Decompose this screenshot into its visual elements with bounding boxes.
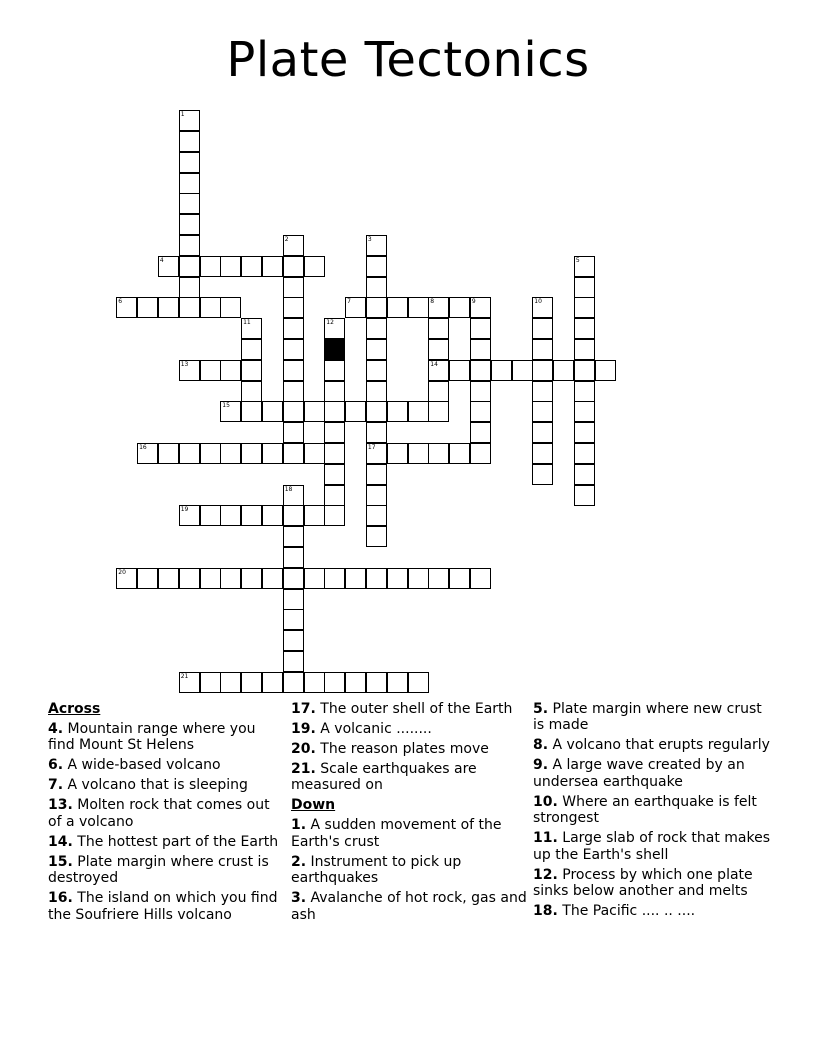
clue-item-text: A volcano that erupts regularly bbox=[548, 737, 770, 754]
clue-item-number: 6. bbox=[48, 757, 64, 774]
clue-number: 9 bbox=[471, 298, 476, 306]
clue-item-number: 12. bbox=[533, 866, 558, 883]
clue-heading-across: Across bbox=[48, 701, 101, 717]
clue-item-number: 7. bbox=[48, 777, 64, 794]
grid-cell[interactable] bbox=[304, 505, 325, 526]
grid-cell[interactable] bbox=[366, 318, 387, 339]
grid-cell[interactable] bbox=[179, 568, 200, 589]
grid-cell[interactable] bbox=[283, 381, 304, 402]
grid-cell[interactable] bbox=[262, 568, 283, 589]
clue-item bbox=[291, 701, 529, 717]
grid-cell[interactable] bbox=[241, 443, 262, 464]
grid-cell[interactable] bbox=[428, 297, 449, 318]
grid-cell[interactable] bbox=[283, 277, 304, 298]
clue-item bbox=[291, 890, 529, 923]
clue-item-number: 8. bbox=[533, 737, 549, 754]
grid-cell[interactable] bbox=[283, 422, 304, 443]
clue-item-text: The outer shell of the Earth bbox=[315, 701, 513, 717]
grid-cell[interactable] bbox=[345, 672, 366, 693]
grid-cell[interactable] bbox=[532, 464, 553, 485]
clue-number: 6 bbox=[118, 298, 123, 306]
grid-cell[interactable] bbox=[241, 318, 262, 339]
grid-cell[interactable] bbox=[428, 401, 449, 422]
grid-cell[interactable] bbox=[220, 297, 241, 318]
grid-cell[interactable] bbox=[283, 547, 304, 568]
grid-cell[interactable] bbox=[345, 401, 366, 422]
clue-item-text: Molten rock that comes out of a volcano bbox=[48, 797, 270, 830]
clue-item-number: 21. bbox=[291, 761, 316, 777]
grid-cell[interactable] bbox=[304, 568, 325, 589]
clue-item-number: 13. bbox=[48, 797, 73, 814]
clue-item-number: 14. bbox=[48, 833, 73, 850]
grid-cell[interactable] bbox=[449, 443, 470, 464]
grid-cell[interactable] bbox=[512, 360, 533, 381]
grid-cell[interactable] bbox=[324, 485, 345, 506]
grid-cell[interactable] bbox=[179, 443, 200, 464]
grid-cell[interactable] bbox=[532, 401, 553, 422]
clue-item bbox=[533, 903, 771, 919]
clue-column-2 bbox=[291, 701, 529, 927]
grid-cell[interactable] bbox=[366, 672, 387, 693]
clue-number: 19 bbox=[180, 506, 189, 514]
grid-cell[interactable] bbox=[387, 297, 408, 318]
clue-item bbox=[48, 757, 286, 773]
grid-cell[interactable] bbox=[283, 235, 304, 256]
clue-column-1 bbox=[48, 701, 286, 927]
grid-cell[interactable] bbox=[283, 568, 304, 589]
grid-cell[interactable] bbox=[428, 360, 449, 381]
clue-number: 5 bbox=[575, 256, 580, 264]
clue-item-text: Scale earthquakes are measured on bbox=[291, 761, 477, 794]
grid-cell[interactable] bbox=[283, 589, 304, 610]
clue-item-text: A wide-based volcano bbox=[63, 757, 221, 774]
grid-cell[interactable] bbox=[532, 381, 553, 402]
grid-cell[interactable] bbox=[241, 568, 262, 589]
grid-cell[interactable] bbox=[324, 422, 345, 443]
grid-cell[interactable] bbox=[158, 568, 179, 589]
grid-cell[interactable] bbox=[179, 193, 200, 214]
clue-item-number: 11. bbox=[533, 830, 558, 847]
grid-cell[interactable] bbox=[470, 568, 491, 589]
clue-item-text: A sudden movement of the Earth's crust bbox=[291, 817, 502, 850]
grid-cell[interactable] bbox=[200, 672, 221, 693]
clue-item-number: 10. bbox=[533, 793, 558, 810]
clue-item-text: Plate margin where new crust is made bbox=[533, 701, 762, 734]
clue-item-text: A large wave created by an undersea earthquake bbox=[533, 757, 745, 790]
grid-cell[interactable] bbox=[283, 485, 304, 506]
grid-cell[interactable] bbox=[366, 339, 387, 360]
grid-cell[interactable] bbox=[200, 505, 221, 526]
grid-cell[interactable] bbox=[158, 443, 179, 464]
grid-cell[interactable] bbox=[116, 297, 137, 318]
clue-heading-down: Down bbox=[291, 797, 336, 814]
grid-cell[interactable] bbox=[241, 339, 262, 360]
grid-cell[interactable] bbox=[179, 672, 200, 693]
grid-cell[interactable] bbox=[179, 131, 200, 152]
clue-item bbox=[533, 701, 771, 734]
grid-cell[interactable] bbox=[428, 318, 449, 339]
grid-cell[interactable] bbox=[532, 339, 553, 360]
clue-item-number: 9. bbox=[533, 757, 549, 774]
clue-item-text: Where an earthquake is felt strongest bbox=[533, 793, 757, 827]
grid-cell[interactable] bbox=[574, 339, 595, 360]
clue-item-text: Avalanche of hot rock, gas and ash bbox=[291, 890, 527, 923]
grid-cell[interactable] bbox=[179, 214, 200, 235]
grid-cell[interactable] bbox=[574, 318, 595, 339]
clue-number: 17 bbox=[367, 444, 376, 451]
grid-cell[interactable] bbox=[324, 672, 345, 693]
grid-cell[interactable] bbox=[179, 277, 200, 298]
grid-cell[interactable] bbox=[220, 443, 241, 464]
grid-cell[interactable] bbox=[241, 256, 262, 277]
grid-cell[interactable] bbox=[304, 443, 325, 464]
grid-cell[interactable] bbox=[324, 401, 345, 422]
grid-cell[interactable] bbox=[574, 277, 595, 298]
grid-cell[interactable] bbox=[449, 568, 470, 589]
grid-cell[interactable] bbox=[574, 443, 595, 464]
grid-cell[interactable] bbox=[408, 568, 429, 589]
grid-cell[interactable] bbox=[241, 381, 262, 402]
black-cell bbox=[324, 339, 345, 360]
grid-cell[interactable] bbox=[283, 297, 304, 318]
clue-item bbox=[291, 741, 529, 757]
grid-cell[interactable] bbox=[574, 422, 595, 443]
grid-cell[interactable] bbox=[574, 464, 595, 485]
clue-item-number: 17. bbox=[291, 701, 316, 717]
grid-cell[interactable] bbox=[532, 297, 553, 318]
grid-cell[interactable] bbox=[283, 256, 304, 277]
clue-number: 13 bbox=[180, 360, 189, 368]
grid-cell[interactable] bbox=[470, 318, 491, 339]
grid-cell[interactable] bbox=[283, 401, 304, 422]
clue-item bbox=[48, 797, 286, 830]
grid-cell[interactable] bbox=[366, 505, 387, 526]
clue-item bbox=[48, 777, 286, 793]
grid-cell[interactable] bbox=[366, 526, 387, 547]
grid-cell[interactable] bbox=[449, 297, 470, 318]
grid-cell[interactable] bbox=[262, 401, 283, 422]
grid-cell[interactable] bbox=[366, 277, 387, 298]
grid-cell[interactable] bbox=[158, 297, 179, 318]
grid-cell[interactable] bbox=[387, 672, 408, 693]
grid-cell[interactable] bbox=[387, 443, 408, 464]
clue-number: 7 bbox=[347, 298, 351, 306]
grid-cell[interactable] bbox=[553, 360, 574, 381]
grid-cell[interactable] bbox=[179, 110, 200, 131]
clue-item-text: The reason plates move bbox=[315, 741, 489, 757]
clue-number: 11 bbox=[243, 319, 251, 327]
grid-cell[interactable] bbox=[283, 651, 304, 672]
grid-cell[interactable] bbox=[345, 297, 366, 318]
grid-cell[interactable] bbox=[220, 401, 241, 422]
grid-cell[interactable] bbox=[324, 568, 345, 589]
clue-item-text: A volcanic ........ bbox=[315, 721, 432, 737]
grid-cell[interactable] bbox=[366, 568, 387, 589]
grid-cell[interactable] bbox=[262, 672, 283, 693]
clue-item-text: Process by which one plate sinks below another and melts bbox=[533, 866, 753, 900]
grid-cell[interactable] bbox=[283, 609, 304, 630]
clue-item bbox=[48, 890, 286, 923]
grid-cell[interactable] bbox=[366, 464, 387, 485]
clue-item bbox=[291, 761, 529, 794]
grid-cell[interactable] bbox=[574, 401, 595, 422]
grid-cell[interactable] bbox=[283, 318, 304, 339]
grid-cell[interactable] bbox=[179, 297, 200, 318]
grid-cell[interactable] bbox=[220, 568, 241, 589]
grid-cell[interactable] bbox=[241, 360, 262, 381]
page-title: Plate Tectonics bbox=[226, 32, 590, 88]
grid-cell[interactable] bbox=[283, 526, 304, 547]
grid-cell[interactable] bbox=[449, 360, 470, 381]
grid-cell[interactable] bbox=[283, 505, 304, 526]
grid-cell[interactable] bbox=[179, 173, 200, 194]
clue-item-text: Mountain range where you find Mount St Helens bbox=[48, 721, 256, 754]
grid-cell[interactable] bbox=[220, 360, 241, 381]
clue-item bbox=[48, 834, 286, 850]
clue-item bbox=[533, 757, 771, 790]
clue-column-3 bbox=[533, 701, 771, 923]
grid-cell[interactable] bbox=[220, 505, 241, 526]
grid-cell[interactable] bbox=[179, 235, 200, 256]
grid-cell[interactable] bbox=[470, 381, 491, 402]
grid-cell[interactable] bbox=[428, 443, 449, 464]
grid-cell[interactable] bbox=[574, 485, 595, 506]
clue-number: 1 bbox=[180, 111, 185, 119]
grid-cell[interactable] bbox=[532, 443, 553, 464]
grid-cell[interactable] bbox=[366, 297, 387, 318]
grid-cell[interactable] bbox=[574, 256, 595, 277]
clue-item-number: 4. bbox=[48, 721, 64, 737]
grid-cell[interactable] bbox=[283, 672, 304, 693]
grid-cell[interactable] bbox=[200, 360, 221, 381]
grid-cell[interactable] bbox=[595, 360, 616, 381]
grid-cell[interactable] bbox=[345, 568, 366, 589]
grid-cell[interactable] bbox=[324, 505, 345, 526]
grid-cell[interactable] bbox=[428, 339, 449, 360]
grid-cell[interactable] bbox=[574, 360, 595, 381]
grid-cell[interactable] bbox=[324, 464, 345, 485]
grid-cell[interactable] bbox=[574, 297, 595, 318]
grid-cell[interactable] bbox=[179, 152, 200, 173]
clue-item bbox=[291, 817, 529, 850]
grid-cell[interactable] bbox=[532, 318, 553, 339]
clue-number: 10 bbox=[534, 298, 542, 306]
clue-item-number: 2. bbox=[291, 853, 307, 870]
clue-number: 18 bbox=[284, 485, 293, 493]
grid-cell[interactable] bbox=[324, 381, 345, 402]
grid-cell[interactable] bbox=[304, 672, 325, 693]
clue-item bbox=[533, 794, 771, 827]
clue-number: 15 bbox=[222, 402, 230, 410]
grid-cell[interactable] bbox=[408, 672, 429, 693]
clue-item-number: 20. bbox=[291, 741, 316, 757]
grid-cell[interactable] bbox=[200, 256, 221, 277]
clue-item bbox=[533, 737, 771, 753]
grid-cell[interactable] bbox=[324, 360, 345, 381]
grid-cell[interactable] bbox=[428, 381, 449, 402]
grid-cell[interactable] bbox=[179, 256, 200, 277]
grid-cell[interactable] bbox=[366, 401, 387, 422]
grid-cell[interactable] bbox=[366, 381, 387, 402]
grid-cell[interactable] bbox=[262, 443, 283, 464]
grid-cell[interactable] bbox=[366, 256, 387, 277]
grid-cell[interactable] bbox=[324, 443, 345, 464]
clue-number: 3 bbox=[367, 236, 372, 243]
clue-item bbox=[533, 830, 771, 863]
grid-cell[interactable] bbox=[408, 443, 429, 464]
clue-number: 20 bbox=[118, 568, 126, 576]
clue-item-text: Plate margin where crust is destroyed bbox=[48, 853, 269, 887]
clue-item bbox=[533, 867, 771, 900]
grid-cell[interactable] bbox=[324, 318, 345, 339]
grid-cell[interactable] bbox=[428, 568, 449, 589]
grid-cell[interactable] bbox=[304, 256, 325, 277]
grid-cell[interactable] bbox=[283, 630, 304, 651]
grid-cell[interactable] bbox=[220, 672, 241, 693]
grid-cell[interactable] bbox=[408, 297, 429, 318]
grid-cell[interactable] bbox=[304, 401, 325, 422]
clue-item-number: 18. bbox=[533, 903, 558, 920]
grid-cell[interactable] bbox=[116, 568, 137, 589]
clue-item-text: The hottest part of the Earth bbox=[72, 833, 279, 850]
clue-number: 14 bbox=[430, 360, 438, 368]
clue-item-number: 1. bbox=[291, 817, 307, 834]
grid-cell[interactable] bbox=[470, 422, 491, 443]
clue-item-number: 16. bbox=[48, 890, 73, 907]
grid-cell[interactable] bbox=[241, 401, 262, 422]
grid-cell[interactable] bbox=[241, 672, 262, 693]
clue-number: 21 bbox=[180, 672, 189, 680]
clue-item-text: A volcano that is sleeping bbox=[63, 777, 248, 794]
grid-cell[interactable] bbox=[366, 485, 387, 506]
clue-item-text: Instrument to pick up earthquakes bbox=[291, 853, 462, 887]
clue-item-number: 5. bbox=[533, 701, 549, 717]
clue-item-text: The island on which you find the Soufriere Hills volcano bbox=[48, 890, 278, 923]
clue-item-number: 3. bbox=[291, 890, 307, 907]
clue-item-number: 19. bbox=[291, 721, 316, 737]
clue-number: 4 bbox=[159, 256, 164, 264]
grid-cell[interactable] bbox=[574, 381, 595, 402]
grid-cell[interactable] bbox=[470, 360, 491, 381]
grid-cell[interactable] bbox=[179, 505, 200, 526]
grid-cell[interactable] bbox=[532, 360, 553, 381]
grid-cell[interactable] bbox=[387, 401, 408, 422]
grid-cell[interactable] bbox=[366, 443, 387, 464]
grid-cell[interactable] bbox=[366, 422, 387, 443]
grid-cell[interactable] bbox=[200, 443, 221, 464]
grid-cell[interactable] bbox=[387, 568, 408, 589]
grid-cell[interactable] bbox=[220, 256, 241, 277]
grid-cell[interactable] bbox=[241, 505, 262, 526]
grid-cell[interactable] bbox=[179, 360, 200, 381]
grid-cell[interactable] bbox=[137, 443, 158, 464]
clue-number: 2 bbox=[284, 236, 289, 243]
grid-cell[interactable] bbox=[491, 360, 512, 381]
clue-item-text: Large slab of rock that makes up the Earth's shell bbox=[533, 830, 771, 863]
grid-cell[interactable] bbox=[532, 422, 553, 443]
clue-item-number: 15. bbox=[48, 853, 73, 870]
clue-number: 8 bbox=[430, 298, 435, 306]
grid-cell[interactable] bbox=[408, 401, 429, 422]
grid-cell[interactable] bbox=[470, 401, 491, 422]
grid-cell[interactable] bbox=[262, 256, 283, 277]
clue-item bbox=[48, 721, 286, 754]
grid-cell[interactable] bbox=[200, 297, 221, 318]
grid-cell[interactable] bbox=[366, 360, 387, 381]
clue-item bbox=[291, 854, 529, 887]
grid-cell[interactable] bbox=[158, 256, 179, 277]
grid-cell[interactable] bbox=[137, 297, 158, 318]
clue-item bbox=[291, 721, 529, 737]
grid-cell[interactable] bbox=[283, 360, 304, 381]
grid-cell[interactable] bbox=[283, 339, 304, 360]
grid-cell[interactable] bbox=[366, 235, 387, 256]
grid-cell[interactable] bbox=[262, 505, 283, 526]
grid-cell[interactable] bbox=[283, 443, 304, 464]
grid-cell[interactable] bbox=[200, 568, 221, 589]
grid-cell[interactable] bbox=[137, 568, 158, 589]
clue-number: 16 bbox=[139, 444, 147, 451]
grid-cell[interactable] bbox=[470, 297, 491, 318]
grid-cell[interactable] bbox=[470, 339, 491, 360]
grid-cell[interactable] bbox=[470, 443, 491, 464]
clue-item-text: The Pacific .... .. .... bbox=[557, 903, 696, 920]
clue-item bbox=[48, 854, 286, 887]
clue-number: 12 bbox=[326, 319, 334, 327]
